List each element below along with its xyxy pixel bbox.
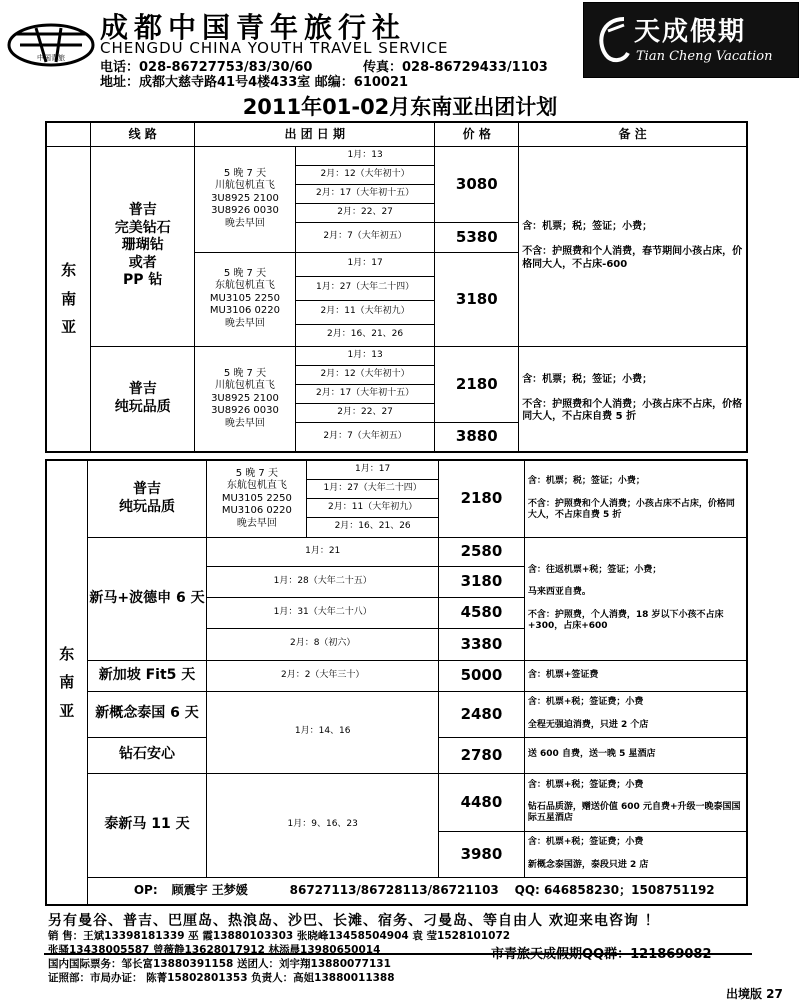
note-cell: 含：机票+签证费 [524,660,747,691]
date-item: 2月：16、21、26 [307,517,439,537]
company-en-title: CHENGDU CHINA YOUTH TRAVEL SERVICE [100,39,449,57]
header-note: 备 注 [519,122,747,146]
date-item: 2月：16、21、26 [295,324,435,346]
date-item: 2月：17（大年初十五） [295,184,435,203]
note-cell: 送 600 自费，送一晚 5 星酒店 [524,737,747,773]
op-row [46,877,747,905]
page-number: 出境版 27 [726,987,783,1001]
route-diamond-assured: 钻石安心 [87,737,207,773]
visa-department: 证照部：市局办证： 陈菁15802801353 负责人：高姐13880011388 [48,972,395,984]
logo-text: 中国青旅 [37,54,65,62]
price-value: 3880 [435,422,519,452]
departure-info-sichuan: 5 晚 7 天 川航包机直飞 3U8925 2100 3U8926 0030 晚去早回 [195,146,296,252]
qq-group: 市青旅天成假期QQ群：121869082 [491,947,712,962]
schedule-table-2 [45,459,748,906]
company-fax: 传真：028-86729433/1103 [363,60,548,75]
note-cell: 含：往返机票+税；签证；小费； 马来西亚自费。 不含：护照费，个人消费，18 岁以下小孩不占床+300，占床+600 [524,537,747,660]
date-item: 2月：22、27 [295,403,435,422]
note-cell: 含：机票+税；签证费；小费 钻石品质游，赠送价值 600 元自费+升级一晚泰国国际五星酒店 [524,773,747,831]
date-item: 1月：27（大年二十四） [295,276,435,300]
date-item: 2月：7（大年初五） [295,222,435,252]
header-dates: 出 团 日 期 [195,122,435,146]
free-travel-note: 另有曼谷、普吉、巴厘岛、热浪岛、沙巴、长滩、宿务、刁曼岛、等自由人 欢迎来电咨询 ！ [48,913,660,929]
header-price: 价 格 [435,122,519,146]
table-row [46,146,747,165]
date-item: 1月：31（大年二十八） [207,597,439,628]
date-item: 2月：2（大年三十） [207,660,439,691]
op-qq: QQ: 646858230；1508751192 [514,883,715,898]
price-value: 3180 [435,252,519,346]
date-item: 2月：11（大年初九） [295,300,435,324]
price-value: 5380 [435,222,519,252]
departure-info-eastern: 5 晚 7 天 东航包机直飞 MU3105 2250 MU3106 0220 晚去早回 [195,252,296,346]
vacation-cn-name: 天成假期 [634,17,747,47]
vacation-en-name: Tian Cheng Vacation [636,49,773,64]
price-value: 3980 [439,831,525,877]
date-item: 2月：22、27 [295,203,435,222]
company-address: 地址：成都大慈寺路41号4楼433室 邮编：610021 [100,75,409,90]
date-item: 1月：21 [207,537,439,566]
header-route: 线 路 [91,122,195,146]
cyts-logo [6,22,96,68]
company-phone: 电话：028-86727753/83/30/60 [100,60,313,75]
route-pattaya-pure-2: 普吉 纯玩品质 [87,460,207,537]
departure-info-eastern: 5 晚 7 天 东航包机直飞 MU3105 2250 MU3106 0220 晚去早回 [207,460,307,537]
plan-title: 2011年01-02月东南亚出团计划 [242,95,558,119]
date-item: 2月：12（大年初十） [295,365,435,384]
date-item: 1月：17 [295,252,435,276]
price-value: 2180 [435,346,519,422]
price-value: 3180 [439,566,525,597]
tiancheng-vacation-logo [583,2,799,78]
note-cell: 含：机票+税；签证费；小费 全程无强迫消费，只进 2 个店 [524,691,747,737]
route-pattaya-diamond: 普吉 完美钻石 珊瑚钻 或者 PP 钻 [91,146,195,346]
op-label: OP: [133,883,158,898]
price-value: 2480 [439,691,525,737]
date-item: 1月：27（大年二十四） [307,479,439,498]
date-item: 2月：8（初六） [207,628,439,660]
table-header-row [46,122,747,146]
departure-info-sichuan: 5 晚 7 天 川航包机直飞 3U8925 2100 3U8926 0030 晚去早回 [195,346,296,452]
company-cn-title: 成都中国青年旅行社 [100,11,407,44]
schedule-table-1 [45,121,748,453]
date-item: 1月：9、16、23 [207,773,439,877]
price-value: 5000 [439,660,525,691]
price-value: 2180 [439,460,525,537]
op-names: 顾震宇 王梦媛 [171,883,248,898]
ticketing-contacts: 国内国际票务：邹长富13880391158 送团人：刘宇翔13880077131 [48,958,391,970]
price-value: 2580 [439,537,525,566]
note-cell: 含：机票；税；签证；小费； 不含：护照费和个人消费，春节期间小孩占床，价格同大人，不占床-600 [519,146,747,346]
price-value: 2780 [439,737,525,773]
route-singapore-fit: 新加坡 Fit5 天 [87,660,207,691]
footer-divider [44,953,752,955]
note-cell: 含：机票+税；签证费；小费 新概念泰国游，泰段只进 2 店 [524,831,747,877]
price-value: 3380 [439,628,525,660]
price-value: 4480 [439,773,525,831]
date-item: 1月：17 [307,460,439,479]
swoosh-icon [594,15,630,65]
date-item: 1月：28（大年二十五） [207,566,439,597]
date-item: 1月：13 [295,146,435,165]
date-item: 2月：7（大年初五） [295,422,435,452]
sales-contacts-2: 张骚13438005587 曾薇静13628017912 林添晨13980650014 [48,944,381,956]
route-thai-sg-my: 泰新马 11 天 [87,773,207,877]
op-phones: 86727113/86728113/86721103 [289,883,499,898]
date-item: 2月：12（大年初十） [295,165,435,184]
note-cell: 含：机票；税；签证；小费； 不含：护照费和个人消费；小孩占床不占床，价格同大人，不占床自费 5 折 [519,346,747,452]
date-item: 2月：11（大年初九） [307,498,439,517]
op-contact [87,877,747,905]
price-value: 4580 [439,597,525,628]
region-label: 东南亚 [46,146,91,452]
price-value: 3080 [435,146,519,222]
route-new-concept-thailand: 新概念泰国 6 天 [87,691,207,737]
note-cell: 含：机票；税；签证；小费； 不含：护照费和个人消费；小孩占床不占床，价格同大人，不占床自费 5 折 [524,460,747,537]
date-item: 1月：13 [295,346,435,365]
date-item: 2月：17（大年初十五） [295,384,435,403]
route-pattaya-pure: 普吉 纯玩品质 [91,346,195,452]
region-label: 东南亚 [46,460,87,905]
sales-contacts-1: 销 售：王斌13398181339 巫 霞13880103303 张晓峰13458504904 袁 莹15281010​72 [48,930,511,942]
route-sg-my-portdickson: 新马+波德申 6 天 [87,537,207,660]
date-item: 1月：14、16 [207,691,439,773]
